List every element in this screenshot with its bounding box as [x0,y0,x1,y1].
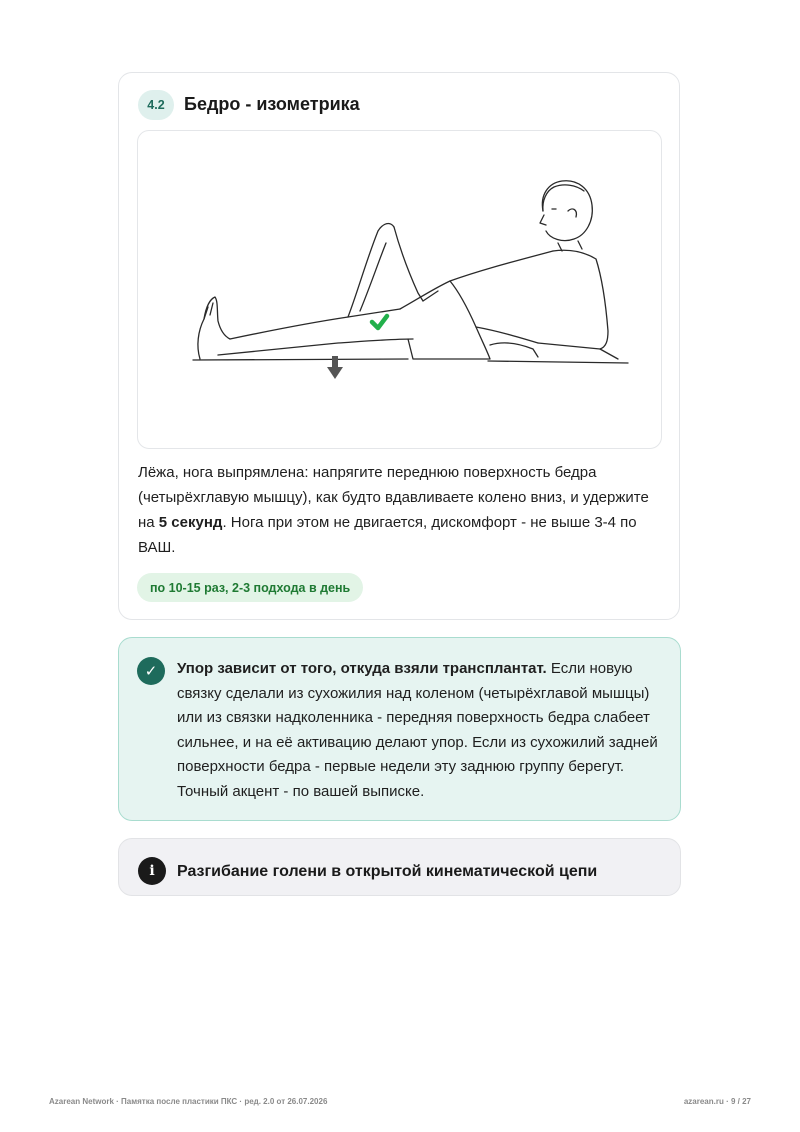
dosage-pill: по 10-15 раз, 2-3 подхода в день [137,573,363,602]
graft-note [118,637,681,821]
footer-left: Azarean Network · Памятка после пластики ПКС · ред. 2.0 от 26.07.2026 [49,1097,328,1106]
info-icon: i [138,857,166,885]
check-mark-icon [372,316,387,328]
exercise-title: Бедро - изометрика [184,94,360,114]
exercise-illustration [137,130,662,449]
next-exercise-box [118,838,681,896]
info-title: Разгибание голени в открытой кинематической цепи [177,863,598,880]
exercise-card [118,72,680,620]
note-text: Упор зависит от того, откуда взяли трансплантат. Если новую связку сделали из сухожилия над коленом (четырёхглавой мышцы) или из связки надколенника - передняя поверхность бедра слабеет сильнее, и на её активацию делают упор. Если из сухожилий задней поверхности бедра - первые недели эту заднюю группу берегут. Точный акцент - по вашей выписке. [177,660,658,800]
footer-right: azarean.ru · 9 / 27 [683,1097,751,1106]
exercise-number-badge: 4.2 [138,90,174,120]
lying-person-drawing [138,131,662,449]
exercise-description: Лёжа, нога выпрямлена: напрягите переднюю поверхность бедра (четырёхглавую мышцу), как будто вдавливаете колено вниз, и удержите на 5 секунд. Нога при этом не двигается, дискомфорт - не выше 3-4 по ВАШ. [138,464,649,556]
check-circle-icon: ✓ [137,657,165,685]
